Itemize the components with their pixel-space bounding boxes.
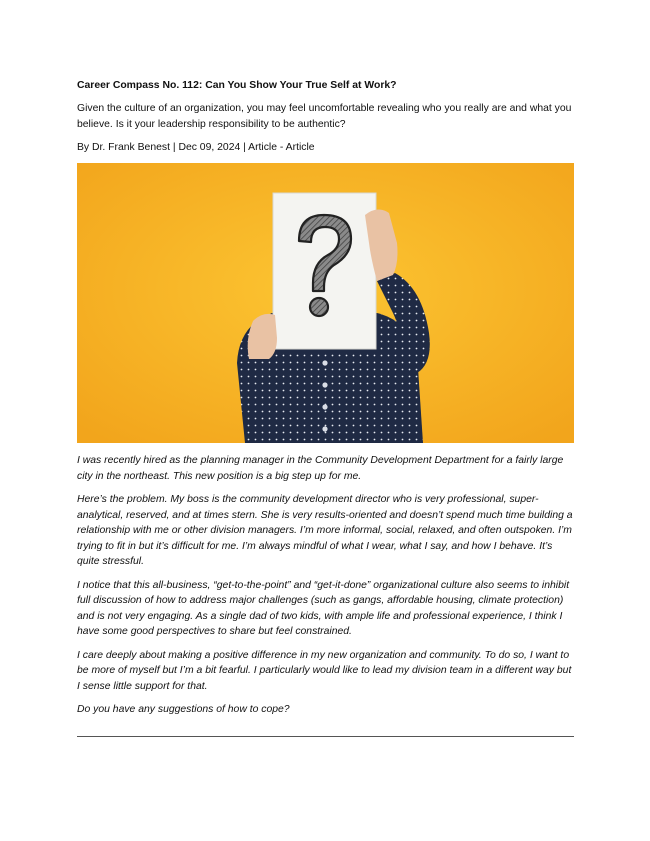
article-title: Career Compass No. 112: Can You Show Your True Self at Work? — [77, 80, 397, 91]
divider — [77, 736, 574, 737]
article-byline: By Dr. Frank Benest | Dec 09, 2024 | Article - Article — [77, 142, 315, 153]
paragraph: I care deeply about making a positive difference in my new organization and community. To do so, I want to be more of myself but I’m a bit fearful. I particularly would like to lead my division team in a different way but I sense little support for that. — [77, 649, 572, 692]
paragraph: I was recently hired as the planning manager in the Community Development Department for a fairly large city in the northeast. This new position is a big step up for me. — [77, 455, 564, 482]
article-subtitle: Given the culture of an organization, you may feel uncomfortable revealing who you really are and what you believe. Is it your leadership responsibility to be authentic? — [77, 103, 572, 130]
shirt-button — [322, 382, 327, 387]
paragraph: Do you have any suggestions of how to cope? — [77, 704, 290, 715]
shirt-button — [322, 360, 327, 365]
article-body — [77, 453, 577, 726]
hero-image — [77, 163, 574, 443]
paragraph: I notice that this all-business, “get-to-the-point” and “get-it-done” organizational culture also seems to inhibit full discussion of how to address major challenges (such as gangs, affordable housing, climate protection) and is not very engaging. As a single dad of two kids, with ample life and professional experience, I think I have some good perspectives to share but feel constrained. — [77, 579, 570, 637]
shirt-button — [322, 426, 327, 431]
paragraph: Here’s the problem. My boss is the community development director who is very professional, super-analytical, reserved, and at times stern. She is very results-oriented and doesn’t spend much time building a relationship with me or other division managers. I’m more informal, social, relaxed, and often outspoken. I’m trying to fit in but it’s difficult for me. I’m always mindful of what I wear, what I say, and how I behave. It’s quite stressful. — [77, 494, 573, 567]
shirt-button — [322, 404, 327, 409]
